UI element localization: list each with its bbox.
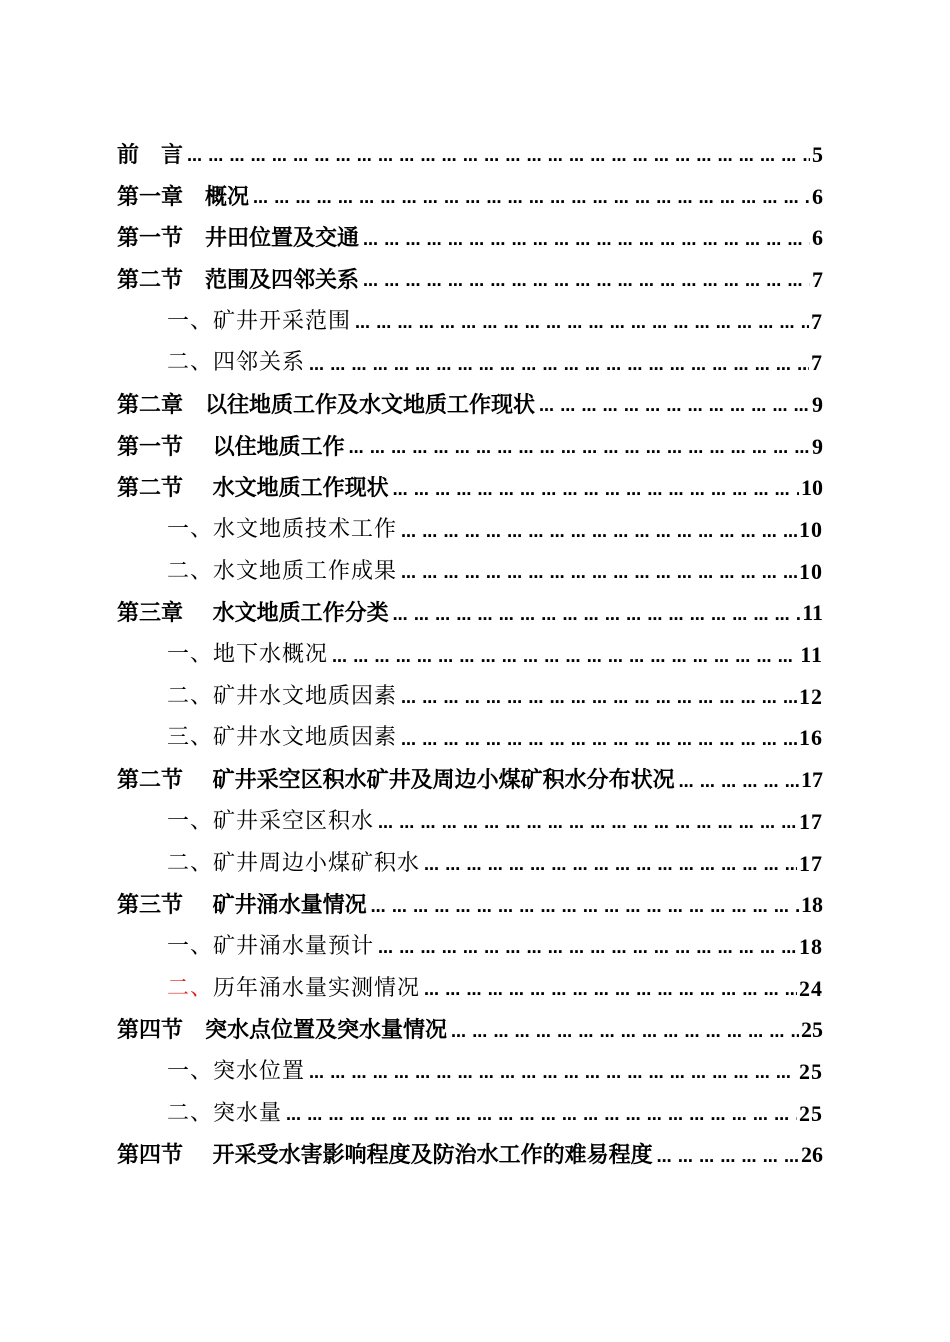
toc-subitem-row[interactable] <box>117 718 823 760</box>
toc-entry-number: 一、 <box>167 1058 214 1084</box>
toc-entry-text: 第二节 矿井采空区积水矿井及周边小煤矿积水分布状况 <box>117 767 675 794</box>
toc-entry-text: 第四节 开采受水害影响程度及防治水工作的难易程度 <box>117 1142 653 1169</box>
toc-dot-leader <box>332 650 798 665</box>
toc-heading-row[interactable] <box>117 593 823 635</box>
toc-dot-leader <box>309 1066 797 1081</box>
toc-entry-title <box>117 475 389 502</box>
toc-entry-text: 历年涌水量实测情况 <box>213 975 421 1001</box>
toc-entry-number: 一、 <box>167 308 214 334</box>
toc-page-number: 5 <box>812 141 823 167</box>
toc-page-number: 25 <box>799 1058 823 1084</box>
toc-entry-text: 地下水概况 <box>213 642 329 668</box>
toc-dot-leader <box>657 1150 799 1165</box>
toc-subitem-row[interactable] <box>117 843 823 885</box>
toc-dot-leader <box>401 566 797 581</box>
toc-entry-text: 矿井采空区积水 <box>213 808 375 834</box>
toc-entry-number: 二、 <box>167 350 214 376</box>
toc-entry-text: 矿井涌水量预计 <box>213 933 375 959</box>
toc-dot-leader <box>253 191 810 206</box>
toc-dot-leader <box>401 691 797 706</box>
toc-entry-text: 矿井水文地质因素 <box>213 725 398 751</box>
toc-entry-text: 矿井开采范围 <box>213 308 352 334</box>
toc-heading-row[interactable] <box>117 259 823 301</box>
toc-dot-leader <box>363 233 810 248</box>
toc-dot-leader <box>309 358 809 373</box>
toc-page-number: 25 <box>799 1100 823 1126</box>
toc-subitem-row[interactable] <box>117 676 823 718</box>
toc-entry-text: 水文地质技术工作 <box>213 517 398 543</box>
toc-dot-leader <box>424 858 797 873</box>
toc-dot-leader <box>378 941 797 956</box>
toc-heading-row[interactable] <box>117 1135 823 1177</box>
toc-page-number: 25 <box>801 1017 823 1043</box>
toc-dot-leader <box>371 900 799 915</box>
toc-entry-text: 第一节 以住地质工作 <box>117 433 345 460</box>
toc-subitem-row[interactable] <box>117 551 823 593</box>
toc-dot-leader <box>286 1108 797 1123</box>
toc-dot-leader <box>363 274 810 289</box>
toc-dot-leader <box>679 775 799 790</box>
toc-entry-title <box>117 767 675 794</box>
toc-page-number: 7 <box>812 266 823 292</box>
toc-entry-text: 突水量 <box>213 1100 283 1126</box>
toc-entry-title <box>117 183 250 210</box>
toc-entry-number: 二、 <box>167 1100 214 1126</box>
toc-entry-title <box>167 727 397 749</box>
toc-dot-leader <box>539 399 810 414</box>
toc-subitem-row[interactable] <box>117 801 823 843</box>
toc-entry-title <box>167 308 352 334</box>
toc-page-number: 11 <box>802 600 823 626</box>
toc-page-number: 10 <box>799 517 823 543</box>
toc-entry-text: 四邻关系 <box>213 350 306 376</box>
toc-page-number: 17 <box>801 767 823 793</box>
toc-page-number: 10 <box>799 558 823 584</box>
toc-heading-row[interactable] <box>117 468 823 510</box>
toc-dot-leader <box>187 149 810 164</box>
toc-entry-title <box>167 975 421 1001</box>
toc-entry-title <box>167 850 421 876</box>
toc-subitem-row[interactable] <box>117 634 823 676</box>
toc-entry-text: 矿井周边小煤矿积水 <box>213 850 421 876</box>
toc-entry-title <box>117 600 389 627</box>
toc-entry-title <box>117 225 360 252</box>
toc-entry-title <box>167 519 397 541</box>
toc-entry-number: 二、 <box>167 558 214 584</box>
toc-page-number: 17 <box>799 808 823 834</box>
toc-dot-leader <box>451 1025 799 1040</box>
toc-page-number: 17 <box>799 850 823 876</box>
toc-entry-title <box>117 433 345 460</box>
toc-dot-leader <box>349 441 810 456</box>
toc-page-number: 7 <box>811 308 823 334</box>
toc-entry-title <box>117 892 367 919</box>
toc-dot-leader <box>355 316 809 331</box>
toc-entry-title <box>167 644 328 666</box>
toc-heading-row[interactable] <box>117 884 823 926</box>
toc-entry-title <box>167 933 375 959</box>
toc-subitem-row[interactable] <box>117 926 823 968</box>
toc-page-number: 9 <box>812 391 823 417</box>
toc-entry-title <box>117 1017 448 1044</box>
toc-entry-title <box>167 683 398 709</box>
toc-entry-title <box>167 1058 306 1084</box>
toc-entry-text: 第二章 以往地质工作及水文地质工作现状 <box>117 391 536 418</box>
toc-page-number: 12 <box>799 683 823 709</box>
toc-dot-leader <box>393 483 799 498</box>
toc-entry-title <box>167 1100 283 1126</box>
toc-page-number: 16 <box>799 725 823 751</box>
toc-subitem-row[interactable] <box>117 301 823 343</box>
toc-dot-leader <box>378 816 797 831</box>
toc-page-number: 6 <box>812 225 823 251</box>
toc-page-number: 24 <box>799 975 823 1001</box>
toc-entry-title <box>117 1142 653 1169</box>
toc-subitem-row[interactable] <box>117 1093 823 1135</box>
toc-entry-text: 前 言 <box>117 141 184 168</box>
toc-entry-number: 一、 <box>167 808 214 834</box>
toc-entry-text: 矿井水文地质因素 <box>213 683 398 709</box>
toc-entry-text: 第一节 井田位置及交通 <box>117 225 360 252</box>
toc-subitem-row[interactable] <box>117 1051 823 1093</box>
toc-page-number: 11 <box>800 642 823 668</box>
toc-entry-text: 第二节 水文地质工作现状 <box>117 475 389 502</box>
toc-entry-title <box>117 266 360 293</box>
toc-entry-text: 水文地质工作成果 <box>213 558 398 584</box>
toc-entry-text: 第三章 水文地质工作分类 <box>117 600 389 627</box>
toc-entry-text: 第三节 矿井涌水量情况 <box>117 892 367 919</box>
toc-entry-text: 突水位置 <box>213 1058 306 1084</box>
toc-subitem-row[interactable] <box>117 342 823 384</box>
toc-heading-row[interactable] <box>117 1009 823 1051</box>
toc-dot-leader <box>401 525 797 540</box>
toc-page-number: 10 <box>801 475 823 501</box>
toc-dot-leader <box>393 608 801 623</box>
toc-heading-row[interactable] <box>117 426 823 468</box>
toc-entry-number: 二、 <box>167 850 214 876</box>
toc-subitem-row[interactable] <box>117 509 823 551</box>
toc-entry-text: 第一章 概况 <box>117 183 250 210</box>
toc-page-number: 7 <box>811 350 823 376</box>
toc-page-number: 18 <box>801 892 823 918</box>
toc-entry-title <box>167 808 375 834</box>
toc-heading-row[interactable] <box>117 176 823 218</box>
toc-entry-title <box>167 558 398 584</box>
toc-entry-title <box>117 141 184 168</box>
toc-entry-text: 第二节 范围及四邻关系 <box>117 266 360 293</box>
toc-heading-row[interactable] <box>117 759 823 801</box>
toc-entry-title <box>117 391 536 418</box>
toc-heading-row[interactable] <box>117 384 823 426</box>
toc-entry-number: 二、 <box>167 683 214 709</box>
toc-entry-number: 一、 <box>167 642 214 668</box>
toc-page-number: 6 <box>812 183 823 209</box>
toc-entry-number: 三、 <box>167 725 214 751</box>
toc-entry-number: 一、 <box>167 517 214 543</box>
toc-subitem-row[interactable] <box>117 968 823 1010</box>
toc-heading-row[interactable] <box>117 217 823 259</box>
toc-page-number: 26 <box>801 1142 823 1168</box>
toc-heading-row[interactable] <box>117 134 823 176</box>
toc-dot-leader <box>424 983 797 998</box>
toc-dot-leader <box>401 733 797 748</box>
toc-entry-number: 一、 <box>167 933 214 959</box>
toc-entry-text: 第四节 突水点位置及突水量情况 <box>117 1017 448 1044</box>
toc-entry-title <box>167 352 305 374</box>
toc-page-number: 9 <box>812 433 823 459</box>
toc-page-number: 18 <box>799 933 823 959</box>
toc-entry-number: 二、 <box>167 975 214 1001</box>
table-of-contents <box>117 134 823 1176</box>
